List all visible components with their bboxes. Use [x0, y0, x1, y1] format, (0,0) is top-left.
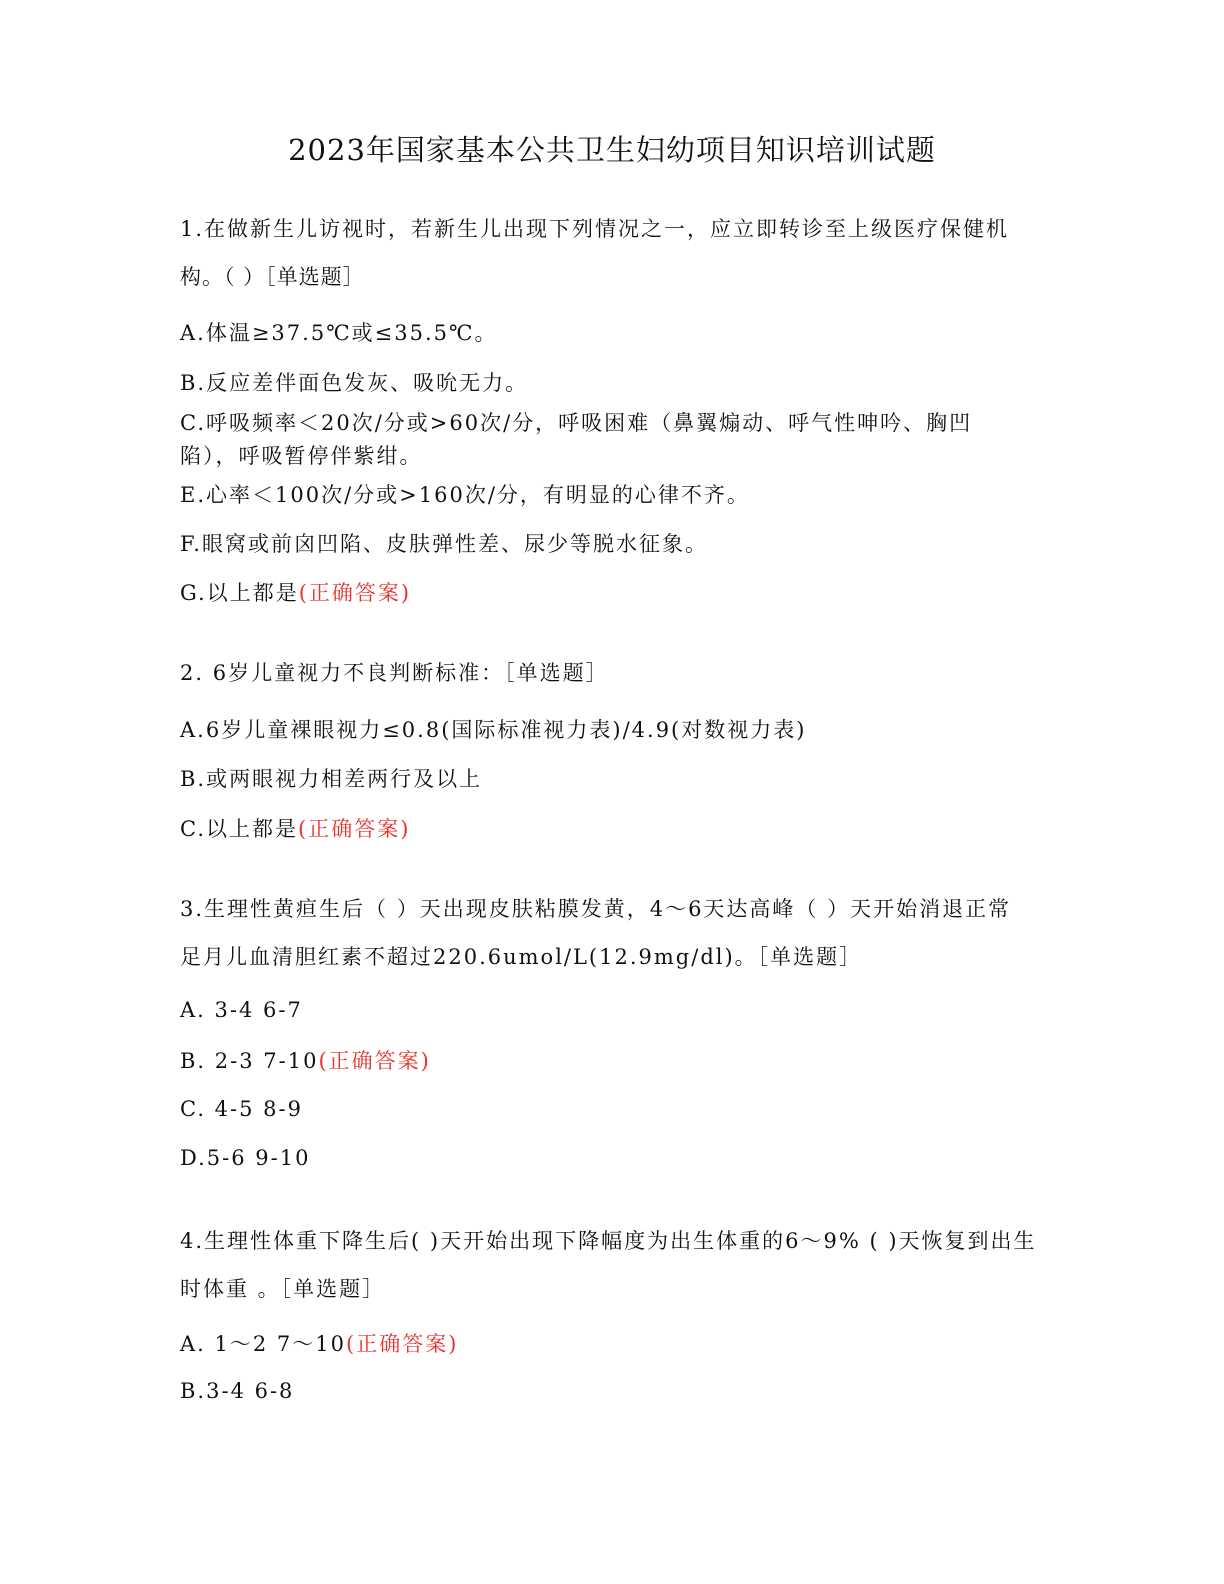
q4-stem-line1: 4.生理性体重下降生后( )天开始出现下降幅度为出生体重的6～9% ( )天恢复到出生 — [180, 1229, 1037, 1253]
q1-option-g-text: G.以上都是 — [180, 581, 299, 605]
q1-stem-line2: 构。（ ）［单选题］ — [180, 265, 365, 289]
q4-option-a-text: A. 1～2 7～10 — [180, 1332, 346, 1356]
q1-option-g — [180, 577, 411, 607]
q2-option-c — [180, 813, 410, 843]
q2-option-a: A.6岁儿童裸眼视力≤0.8(国际标准视力表)/4.9(对数视力表) — [180, 718, 807, 742]
q4-stem-line2: 时体重 。［单选题］ — [180, 1277, 386, 1301]
q1-correct-answer-mark: (正确答案) — [298, 581, 412, 605]
q2-stem: 2. 6岁儿童视力不良判断标准：［单选题］ — [180, 661, 609, 685]
q1-option-b: B.反应差伴面色发灰、吸吮无力。 — [180, 371, 529, 395]
q4-option-b: B.3-4 6-8 — [180, 1379, 295, 1403]
q3-correct-answer-mark: (正确答案) — [318, 1049, 431, 1073]
q3-stem-line1: 3.生理性黄疸生后（ ）天出现皮肤粘膜发黄，4～6天达高峰（ ）天开始消退正常 — [180, 897, 1012, 921]
q2-correct-answer-mark: (正确答案) — [298, 817, 411, 841]
q1-option-c-line2: 陷），呼吸暂停伴紫绀。 — [180, 444, 423, 468]
q1-option-e: E.心率＜100次/分或>160次/分，有明显的心律不齐。 — [180, 483, 750, 507]
q4-correct-answer-mark: (正确答案) — [346, 1332, 459, 1356]
q1-stem-line1: 1.在做新生儿访视时，若新生儿出现下列情况之一，应立即转诊至上级医疗保健机 — [180, 217, 1010, 241]
q4-option-a — [180, 1328, 458, 1358]
q1-option-c-line1: C.呼吸频率＜20次/分或>60次/分，呼吸困难（鼻翼煽动、呼气性呻吟、胸凹 — [180, 411, 973, 435]
q3-option-b — [180, 1045, 431, 1075]
q3-stem-line2: 足月儿血清胆红素不超过220.6umol/L(12.9mg/dl)。［单选题］ — [180, 945, 863, 969]
q2-option-c-text: C.以上都是 — [180, 817, 298, 841]
q1-option-a: A.体温≥37.5℃或≤35.5℃。 — [180, 321, 498, 345]
q3-option-d: D.5-6 9-10 — [180, 1146, 311, 1170]
q2-option-b: B.或两眼视力相差两行及以上 — [180, 767, 483, 791]
q3-option-a: A. 3-4 6-7 — [180, 998, 303, 1022]
q1-option-f: F.眼窝或前囟凹陷、皮肤弹性差、尿少等脱水征象。 — [180, 532, 708, 556]
q3-option-b-text: B. 2-3 7-10 — [180, 1049, 319, 1073]
q3-option-c: C. 4-5 8-9 — [180, 1097, 303, 1121]
document-title: 2023年国家基本公共卫生妇幼项目知识培训试题 — [288, 133, 936, 167]
